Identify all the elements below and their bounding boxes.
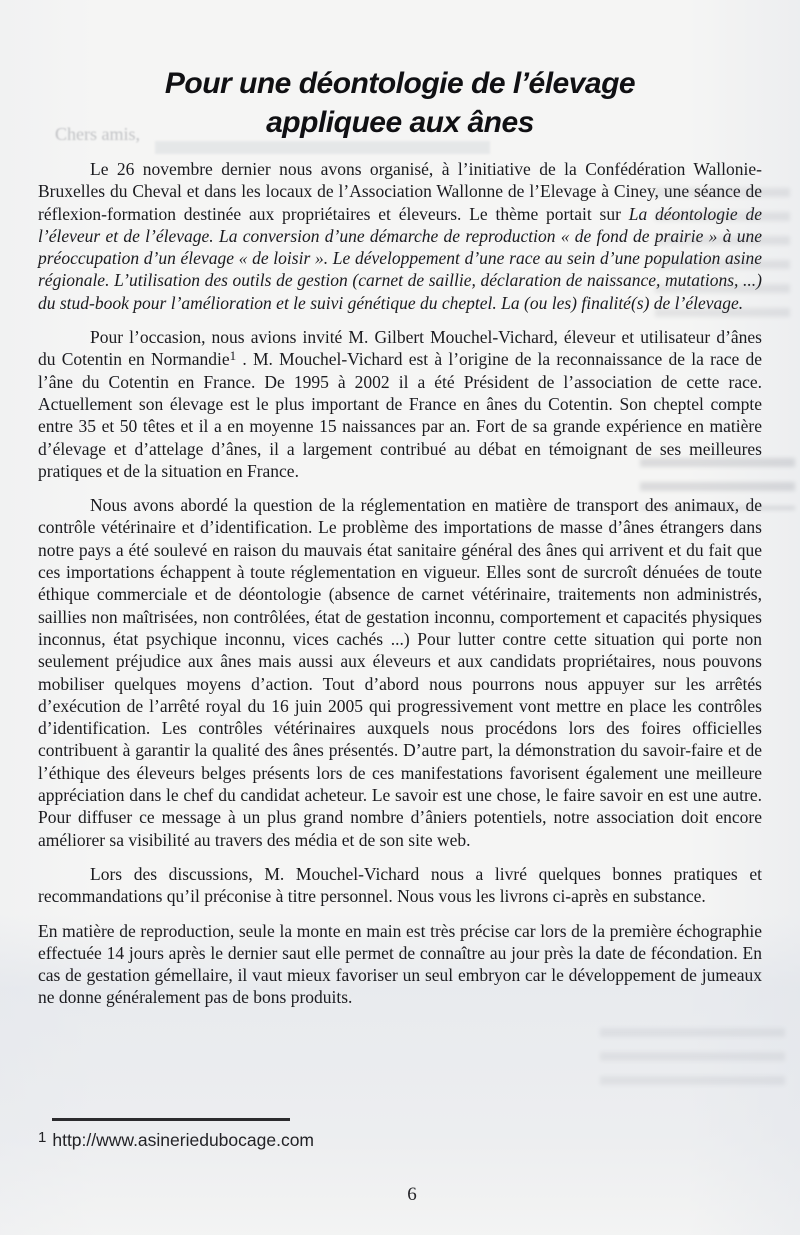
paragraph-intro-normal: Le 26 novembre dernier nous avons organisé, à l’initiative de la Confédération Wallonie-Bruxelles du Cheval et dans les locaux de l’Association Wallonne de l’Elevage à Ciney, une séance de réflexion-formation destinée aux propriétaires et éleveurs. Le thème portait sur [38,159,762,224]
paragraph-intro [38,158,762,314]
document-body [38,158,762,1009]
paragraph-intro-italic-theme: La déontologie de l’éleveur et de l’élevage. La conversion d’une démarche de reproduction « de fond de prairie » à une préoccupation d’un élevage « de loisir ». Le développement d’une race au sein d’une population asine régionale. L’utilisation des outils de gestion (carnet de saillie, déclaration de naissance, mutations, ...) du stud-book pour l’amélioration et le suivi génétique du cheptel. La (ou les) finalité(s) de l’élevage. [38,203,762,313]
page-title-line1: Pour une déontologie de l’élevage [164,67,636,100]
page-number: 6 [407,1184,417,1205]
bleed-through-text: Chers amis, [55,124,140,144]
paragraph-discussions: Lors des discussions, M. Mouchel-Vichard nous a livré quelques bonnes pratiques et recommandations qu’il préconise à titre personnel. Nous vous les livrons ci-après en substance. [38,863,762,907]
footnote [38,1118,314,1151]
scan-smudge [600,1028,785,1094]
paragraph-guest-text-cont: . M. Mouchel-Vichard est à l’origine de la reconnaissance de la race de l’âne du Cotentin en France. De 1995 à 2002 il a été Président de l’association de cette race. Actuellement son élevage est le plus important de France en ânes du Cotentin. Son cheptel compte entre 35 et 50 têtes et il a en moyenne 15 naissances par an. Fort de sa grande expérience en matière d’élevage et d’attelage d’ânes, il a largement contribué au débat en témoignant de ses meilleures pratiques et de la situation en France. [38,349,762,481]
page-title-line2: appliquee aux ânes [266,106,534,139]
footnote-url: http://www.asineriedubocage.com [52,1130,315,1150]
paragraph-guest [38,326,762,482]
paragraph-regulation: Nous avons abordé la question de la réglementation en matière de transport des animaux, de contrôle vétérinaire et d’identification. Le problème des importations de masse d’ânes étrangers dans notre pays a été soulevé en raison du mauvais état sanitaire général des ânes qui arrivent et du fait que ces importations échappent à toute réglementation en vigueur. Elles sont de surcroît dénuées de toute éthique commerciale et de déontologie (absence de carnet vétérinaire, traitements non administrés, saillies non maîtrisées, non contrôlées, état de gestation inconnu, comportement et capacités physiques inconnus, état psychique inconnu, vices cachés ...) Pour lutter contre cette situation qui porte non seulement préjudice aux ânes mais aussi aux éleveurs et aux candidats propriétaires, nous pouvons mobiliser quelques moyens d’action. Tout d’abord nous pourrons nous appuyer sur les arrêtés d’exécution de l’arrêté royal du 16 juin 2005 qui progressivement vont mettre en place les contrôles d’identification. Les contrôles vétérinaires auxquels nous procédons lors des foires officielles contribuent à garantir la qualité des ânes présentés. D’autre part, la démonstration du savoir-faire et de l’éthique des éleveurs belges présents lors de ces manifestations favorisent également une meilleure appréciation dans le chef du candidat acheteur. Le savoir est une chose, le faire savoir en est une autre. Pour diffuser ce message à un plus grand nombre d’âniers potentiels, notre association doit encore améliorer sa visibilité au travers des média et de son site web. [38,495,762,850]
footnote-separator [52,1118,290,1121]
footnote-marker: 1 [38,1129,47,1146]
paragraph-guest-text: Pour l’occasion, nous avions invité M. Gilbert Mouchel-Vichard, éleveur et utilisateur d’ânes du Cotentin en Normandie [38,327,762,370]
scan-bleed-band [155,141,490,154]
paragraph-reproduction: En matière de reproduction, seule la monte en main est très précise car lors de la première échographie effectuée 14 jours après le dernier saut elle permet de connaître au jour près la date de fécondation. En cas de gestation gémellaire, il vaut mieux favoriser un seul embryon car le développement de jumeaux ne donne généralement pas de bons produits. [38,920,762,1008]
footnote-reference: 1 [229,348,237,364]
page-title [0,0,800,142]
